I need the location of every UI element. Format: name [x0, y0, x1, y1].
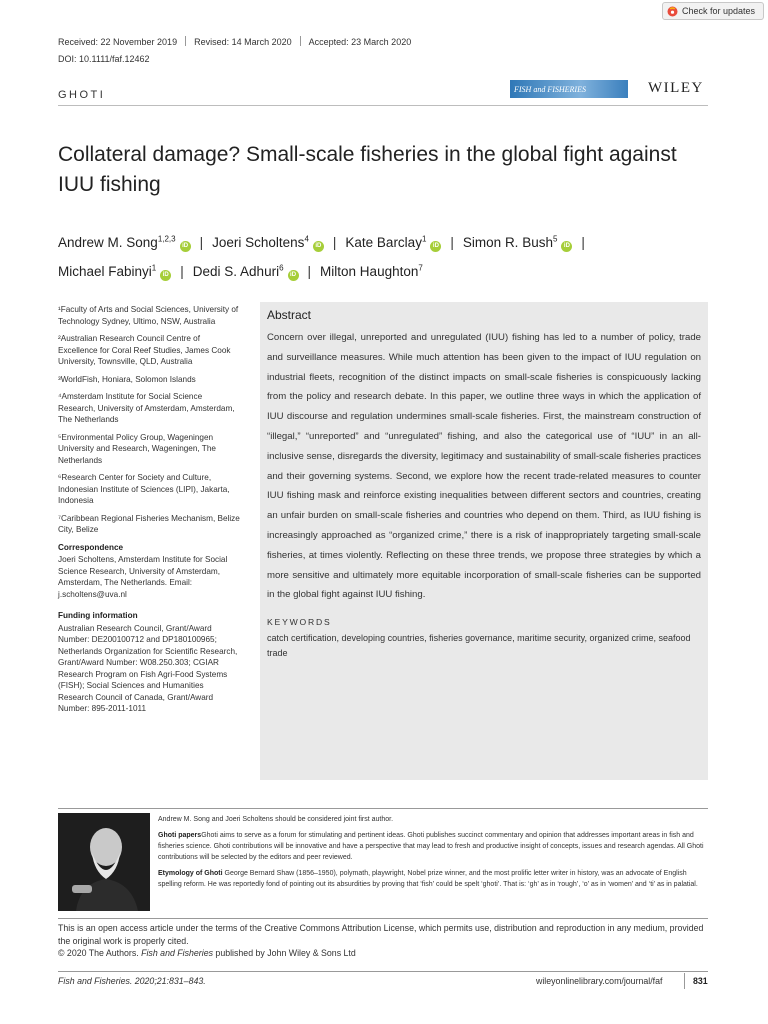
author-name-text: Simon R. Bush [462, 234, 553, 250]
author-separator: | [180, 264, 184, 279]
check-updates-icon [667, 6, 678, 17]
abstract-heading: Abstract [267, 308, 312, 322]
author-affiliation-marker: 4 [304, 234, 309, 243]
journal-logo-text: FISH and FISHERIES [514, 84, 586, 94]
journal-logo [510, 80, 628, 98]
divider [300, 36, 301, 46]
article-title: Collateral damage? Small-scale fisheries in the global fight against IUU fishing [58, 143, 677, 196]
author-name-text: Joeri Scholtens [212, 234, 305, 250]
author-affiliation-marker: 1 [421, 234, 427, 243]
publisher-logo: WILEY [648, 80, 704, 96]
etymology-label: Etymology of Ghoti [158, 870, 223, 877]
copyright-journal: Fish and Fisheries [141, 948, 213, 958]
footnote-rule [58, 808, 708, 809]
copyright-suffix: published by John Wiley & Sons Ltd [212, 948, 356, 958]
license-text: This is an open access article under the terms of the Creative Commons Attribution License, which permits use, distribution and reproduction in any medium, provided the original work is properly cited. [58, 923, 704, 946]
author-name-text: Milton Haughton [320, 264, 419, 279]
author-separator: | [307, 264, 312, 279]
orcid-icon[interactable]: iD [180, 241, 191, 252]
etymology-note [158, 868, 710, 890]
author-name[interactable] [58, 264, 171, 279]
author-affiliation-marker: 7 [418, 263, 423, 273]
author-separator: | [450, 234, 454, 250]
author-name-text: Michael Fabinyi [58, 264, 152, 279]
affiliation: ¹Faculty of Arts and Social Sciences, University of Technology Sydney, Ultimo, NSW, Australia [58, 305, 239, 326]
check-updates-label: Check for updates [682, 6, 756, 16]
author-list [58, 226, 718, 285]
copyright-prefix: © 2020 The Authors. [58, 948, 142, 958]
divider [185, 36, 186, 46]
author-name[interactable] [463, 235, 573, 250]
ghoti-papers-note [158, 830, 710, 863]
author-name[interactable] [58, 235, 191, 250]
author-separator: | [332, 234, 337, 250]
affiliation: ⁷Caribbean Regional Fisheries Mechanism, Belize City, Belize [58, 513, 240, 534]
license-rule [58, 918, 708, 919]
page-number: 831 [693, 976, 708, 986]
journal-url[interactable]: wileyonlinelibrary.com/journal/faf [536, 976, 663, 986]
author-name[interactable] [345, 235, 441, 250]
orcid-icon[interactable]: iD [160, 270, 171, 281]
joint-author-note: Andrew M. Song and Joeri Scholtens should be considered joint first author. [158, 816, 394, 823]
orcid-icon[interactable]: iD [288, 270, 299, 281]
author-affiliation-marker: 5 [552, 234, 558, 243]
funding-text: Australian Research Council, Grant/Award Number: DE200100712 and DP180100965; Netherlands Organization for Scientific Research, Grant/Award Number: W08.250.303; CGIAR Research Program on Fish Agri-Food Systems (FISH); Social Sciences and Humanities Research Council of Canada, Grant/Award Number: 895-2011-1011 [58, 623, 238, 713]
author-affiliation-marker: 1,2,3 [157, 234, 176, 243]
ghoti-papers-label: Ghoti papers [158, 832, 202, 839]
orcid-icon[interactable]: iD [313, 241, 324, 252]
etymology-text: George Bernard Shaw (1856–1950), polymath, playwright, Nobel prize winner, and the most prolific letter writer in history, was an advocate of English spelling reform. He was reportedly fond of pointing out its absurdities by proving that ‘fish’ could be spelt ‘ghoti’. That is: ‘gh’ as in ‘rough’, ‘o’ as in ‘women’ and ‘ti’ as in palatial. [158, 870, 698, 888]
affiliation-list [58, 304, 240, 536]
footer-rule [58, 971, 708, 972]
author-name-text: Dedi S. Adhuri [192, 264, 280, 279]
orcid-icon[interactable]: iD [561, 241, 572, 252]
footer-divider [684, 973, 685, 989]
keywords-text: catch certification, developing countries, fisheries governance, maritime security, organized crime, seafood trade [267, 633, 691, 659]
ghoti-papers-text: Ghoti aims to serve as a forum for stimulating and pertinent ideas. Ghoti publishes succinct commentary and opinion that addresses important areas in fish and fisheries science. Ghoti contributions will be innovative and have a perspective that may lead to fresh and productive insight of concepts, issues and research agendas. All Ghoti contributions will be selected by the editors and peer reviewed. [158, 832, 704, 861]
article-history [58, 36, 411, 47]
author-name[interactable] [212, 235, 324, 250]
header-rule [58, 105, 708, 106]
revised-date: Revised: 14 March 2020 [194, 37, 292, 47]
affiliation: ⁶Research Center for Society and Culture, Indonesian Institute of Sciences (LIPI), Jakarta, Indonesia [58, 473, 230, 505]
orcid-icon[interactable]: iD [430, 241, 441, 252]
funding-heading: Funding information [58, 611, 138, 620]
received-date: Received: 22 November 2019 [58, 37, 178, 47]
affiliation: ⁴Amsterdam Institute for Social Science Research, University of Amsterdam, Amsterdam, The Netherlands [58, 392, 235, 424]
author-affiliation-marker: 6 [279, 263, 284, 273]
correspondence-text: Joeri Scholtens, Amsterdam Institute for Social Science Research, University of Amsterdam, Amsterdam, The Netherlands. Email: j.scholtens@uva.nl [58, 555, 228, 599]
author-separator: | [199, 234, 204, 250]
shaw-portrait-image [58, 813, 150, 911]
accepted-date: Accepted: 23 March 2020 [308, 37, 412, 47]
abstract-box [260, 302, 708, 780]
journal-citation: Fish and Fisheries. 2020;21:831–843. [58, 976, 206, 986]
affiliations-column [58, 304, 240, 721]
doi[interactable]: DOI: 10.1111/faf.12462 [58, 54, 150, 64]
correspondence-heading: Correspondence [58, 542, 124, 552]
affiliation: ²Australian Research Council Centre of Excellence for Coral Reef Studies, James Cook University, Townsville, QLD, Australia [58, 334, 231, 366]
affiliation: ⁵Environmental Policy Group, Wageningen University and Research, Wageningen, The Netherlands [58, 432, 216, 465]
copyright-line [58, 947, 708, 960]
section-label: GHOTI [58, 89, 106, 101]
check-for-updates-button[interactable] [662, 2, 764, 20]
footnotes [158, 814, 710, 895]
author-name-text: Andrew M. Song [58, 234, 158, 250]
author-affiliation-marker: 1 [151, 263, 157, 273]
author-name-text: Kate Barclay [345, 234, 422, 250]
author-name[interactable] [193, 264, 299, 279]
author-separator: | [581, 234, 585, 250]
affiliation: ³WorldFish, Honiara, Solomon Islands [58, 374, 196, 384]
license-block [58, 922, 708, 960]
author-name[interactable] [320, 264, 423, 279]
abstract-text: Concern over illegal, unreported and unregulated (IUU) fishing has led to a number of policy, trade and surveillance measures. While much attention has been given to the impact of IUU regulation on industrial fleets, recognition of the distinct impacts on small-scale fisheries is conspicuously lacking from the policy and research debate. In this paper, we outline three ways in which the application of IUU discourse and regulation undermines small-scale fisheries. First, the mainstream construction of “illegal,” “unreported” and “unregulated” fishing, and also the categorical use of “IUU” in an all-inclusive sense, disregards the diversity, legitimacy and sustainability of small-scale fisheries practices and their governing systems. Second, we explore how the recent trade-related measures to counter IUU fishing mask and reinforce existing inequalities between different sectors and countries, creating an unfair burden on small-scale fisheries and countries who depend on them. Third, as IUU fishing is increasingly approached as “organized crime,” there is a risk of inappropriately targeting small-scale fisheries, at times violently. Reflecting on these three trends, we propose three strategies by which a more sensitive and ultimately more equitable incorporation of small-scale fisheries can be supported in the global fight against IUU fishing. [267, 332, 701, 601]
keywords-heading: KEYWORDS [267, 617, 332, 628]
